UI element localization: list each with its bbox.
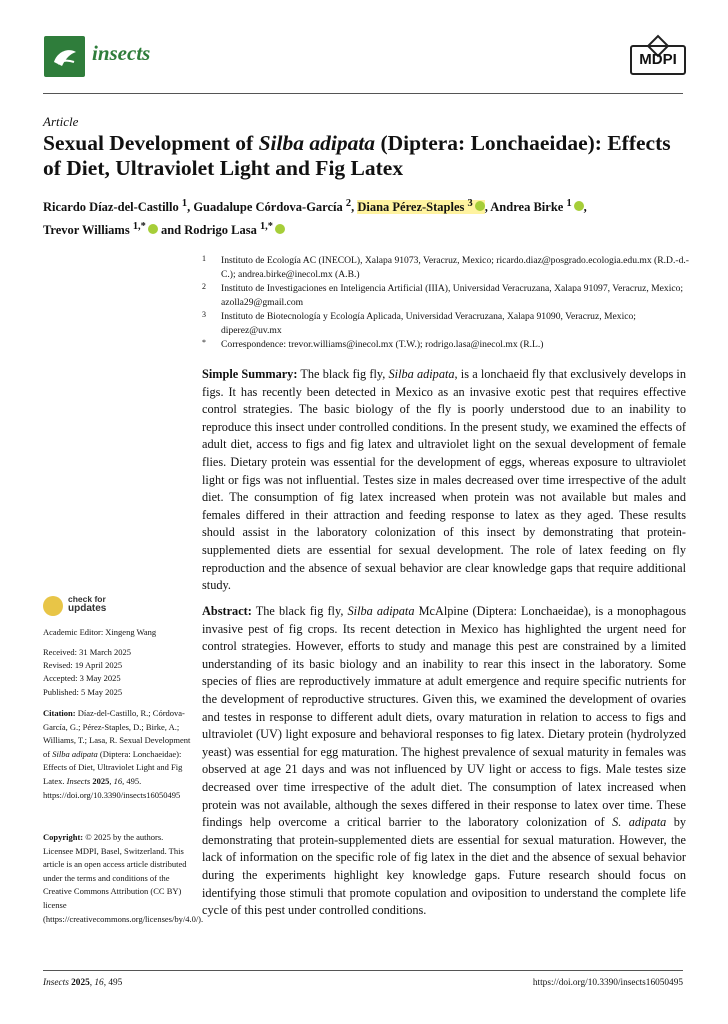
footer-citation: Insects 2025, 16, 495	[43, 978, 123, 988]
author[interactable]: Diana Pérez-Staples	[357, 200, 465, 215]
author[interactable]: Rodrigo Lasa	[184, 223, 257, 238]
orcid-icon[interactable]	[275, 224, 285, 234]
journal-logo	[44, 36, 85, 77]
article-type: Article	[43, 114, 79, 129]
affiliation: 1 Instituto de Ecología AC (INECOL), Xalapa 91073, Veracruz, Mexico; ricardo.diaz@posgrado.ecologia.edu.mx (R.D.-d.-C.); andrea.birke@inecol.mx (A.B.)	[202, 254, 689, 281]
footer-doi-link[interactable]: https://doi.org/10.3390/insects16050495	[532, 978, 683, 988]
insect-icon	[44, 36, 85, 77]
publisher-logo[interactable]: MDPI	[630, 45, 686, 75]
orcid-icon[interactable]	[475, 201, 485, 211]
header-divider	[43, 93, 683, 94]
affiliation: 3 Instituto de Biotecnología y Ecología Aplicada, Universidad Veracruzana, Xalapa 91090, Veracruz, Mexico; diperez@uv.mx	[202, 310, 636, 337]
article-title: Sexual Development of Silba adipata (Diptera: Lonchaeidae): Effects of Diet, Ultraviolet Light and Fig Latex	[43, 131, 671, 180]
journal-name[interactable]: insects	[92, 41, 151, 65]
copyright: Copyright: © 2025 by the authors. Licensee MDPI, Basel, Switzerland. This article is an open access article distributed under the terms and conditions of the Creative Commons Attribution (CC BY) license (https://creativecommons.org/licenses/by/4.0/).	[43, 832, 204, 924]
orcid-icon[interactable]	[574, 201, 584, 211]
simple-summary: Simple Summary: The black fig fly, Silba adipata, is a lonchaeid fly that exclusively develops in figs. It has recently been detected in Mexico as an invasive exotic pest that requires effective control strategies. The basic biology of the fly is poorly understood due to an inability to reproduce this insect under controlled conditions. In the present study, we examined the effects of adult diet, access to figs and fig latex and ultraviolet light on the sexual development of female flies. Dietary protein was essential for the development of eggs, whereas exposure to ultraviolet light or figs was not influential. Testes size in males decreased over time irrespective of the adult diet. The consumption of fig latex increased when protein was not available but males and females differed in their attraction and feeding response to latex as they aged. These results should assist in the laboratory colonization of this insect by demonstrating that protein-supplemented diets are essential for sexual development. The role of latex feeding on fly reproduction and the absence of sexual behavior are clear knowledge gaps that require additional study.	[202, 367, 686, 593]
affiliation: 2 Instituto de Investigaciones en Inteligencia Artificial (IIIA), Universidad Veracruzana, Xalapa 91097, Veracruz, Mexico; azolla29@gmail.com	[202, 282, 684, 309]
author[interactable]: Trevor Williams	[43, 223, 130, 238]
check-updates-icon	[43, 596, 63, 616]
date-revised: Revised: 19 April 2025	[43, 660, 123, 670]
correspondence: * Correspondence: trevor.williams@inecol.mx (T.W.); rodrigo.lasa@inecol.mx (R.L.)	[202, 338, 544, 350]
author[interactable]: Andrea Birke	[490, 200, 564, 215]
author[interactable]: Guadalupe Córdova-García	[193, 200, 343, 215]
author-list: Ricardo Díaz-del-Castillo $^1$, Guadalupe Córdova-García $^2$, Diana Pérez-Staples $^3$ , Andrea Birke $^1$ , Trevor Williams $^{1,*}$ and Rodrigo Lasa $^{1,*}$	[43, 198, 587, 238]
author[interactable]: Ricardo Díaz-del-Castillo	[43, 200, 179, 215]
abstract: Abstract: The black fig fly, Silba adipata McAlpine (Diptera: Lonchaeidae), is a monophagous invasive pest of fig crops. Its recent detection in Mexico has highlighted the urgent need for control strategies. However, efforts to study and manage this pest are constrained by a limited understanding of its basic biology and an inability to rear this insect in the laboratory. Some species of flies are reproductively immature at adult emergence and require specific nutrients for the development of reproductive structures. Given this, we examined the development of ovaries and testes in response to different adult diets, ovary maturation in relation to access to figs and ultraviolet (UV) light exposure and behavioral responses to fig latex. Dietary protein (hydrolyzed yeast) was essential for egg maturation. The highest prevalence of sexual maturity in females was observed at age 21 days and was not influenced by UV light or access to figs. Male testes size decreased over time irrespective of the adult diet. The consumption of latex increased when protein was not available, although the sexes differed in their response to latex over time. These findings help overcome a critical barrier to the laboratory colonization of S. adipata by demonstrating that protein-supplemented diets are essential for sexual maturation. However, the lack of information on the specific role of fig latex in the diet and the absence of sexual behavior during the experiments highlight key knowledge gaps. Future research should focus on identifying those stimuli that promote copulation and oviposition to understand the complete life cycle of this pest under controlled conditions.	[202, 604, 686, 918]
citation: Citation: Díaz-del-Castillo, R.; Córdova-García, G.; Pérez-Staples, D.; Birke, A.; Williams, T.; Lasa, R. Sexual Development of Silba adipata (Diptera: Lonchaeidae): Effects of Diet, Ultraviolet Light and Fig Latex. Insects 2025, 16, 495. https://doi.org/10.3390/insects16050495	[43, 708, 191, 800]
date-accepted: Accepted: 3 May 2025	[43, 673, 121, 683]
date-received: Received: 31 March 2025	[43, 647, 132, 657]
orcid-icon[interactable]	[148, 224, 158, 234]
date-published: Published: 5 May 2025	[43, 687, 123, 697]
footer-divider	[43, 970, 683, 971]
academic-editor: Academic Editor: Xingeng Wang	[43, 627, 157, 637]
